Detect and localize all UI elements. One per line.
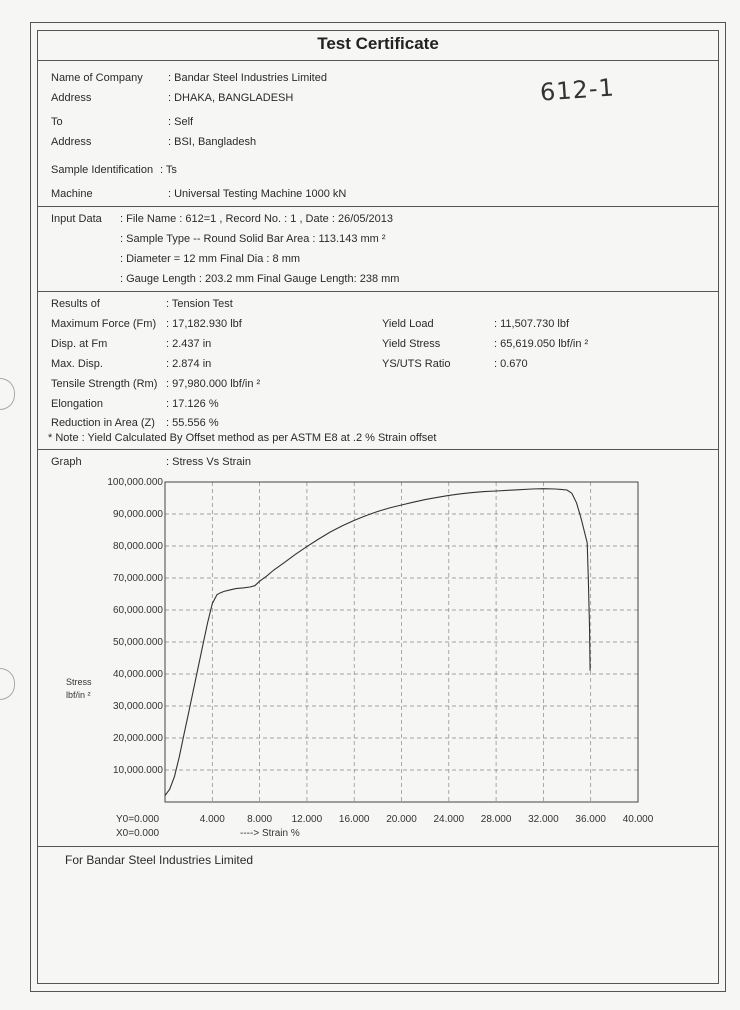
y-tick-label: 80,000.000: [112, 541, 163, 552]
x-tick-label: 12.000: [291, 814, 323, 825]
ratio-label: YS/UTS Ratio: [382, 358, 451, 370]
y-axis-label-line2: lbf/in ²: [66, 690, 91, 700]
x-tick-label: 24.000: [433, 814, 465, 825]
tensile-value: : 97,980.000 lbf/in ²: [166, 378, 261, 390]
machine-value: : Universal Testing Machine 1000 kN: [168, 188, 347, 200]
x-tick-label: 28.000: [480, 814, 512, 825]
yield-load-value: : 11,507.730 lbf: [494, 318, 570, 330]
to-value: : Self: [168, 116, 194, 128]
x-tick-label: 40.000: [622, 814, 654, 825]
x-tick-labels: [200, 814, 654, 825]
elongation-label: Elongation: [51, 398, 103, 410]
x-tick-label: 32.000: [528, 814, 559, 825]
elongation-value: : 17.126 %: [166, 398, 219, 410]
divider: [37, 846, 719, 847]
input-label: Input Data: [51, 213, 102, 225]
y-tick-label: 50,000.000: [112, 637, 163, 648]
divider: [37, 449, 719, 450]
company-label: Name of Company: [51, 72, 143, 84]
y-tick-label: 60,000.000: [112, 605, 163, 616]
yield-stress-value: : 65,619.050 lbf/in ²: [494, 338, 589, 350]
disp-fm-label: Disp. at Fm: [51, 338, 108, 350]
results-label: Results of: [51, 298, 100, 310]
y-tick-label: 70,000.000: [112, 573, 163, 584]
chart-grid: [165, 482, 638, 802]
disp-fm-value: : 2.437 in: [166, 338, 212, 350]
y-tick-label: 10,000.000: [112, 765, 163, 776]
reduction-label: Reduction in Area (Z): [51, 417, 155, 429]
ratio-value: : 0.670: [494, 358, 528, 370]
sample-value: : Ts: [160, 164, 177, 176]
footer-signature-line: For Bandar Steel Industries Limited: [65, 853, 254, 867]
y-tick-label: 20,000.000: [112, 733, 163, 744]
y-tick-label: 30,000.000: [112, 701, 163, 712]
address-value: : DHAKA, BANGLADESH: [168, 92, 294, 104]
address2-label: Address: [51, 136, 92, 148]
max-disp-label: Max. Disp.: [51, 358, 103, 370]
address2-value: : BSI, Bangladesh: [168, 136, 257, 148]
y0-label: Y0=0.000: [116, 814, 160, 825]
x-tick-label: 36.000: [575, 814, 606, 825]
max-disp-value: : 2.874 in: [166, 358, 212, 370]
x-tick-label: 20.000: [386, 814, 417, 825]
y-tick-labels: [107, 477, 163, 776]
x0-label: X0=0.000: [116, 828, 160, 839]
results-value: : Tension Test: [166, 298, 233, 310]
yield-stress-label: Yield Stress: [382, 338, 441, 350]
x-tick-label: 16.000: [338, 814, 370, 825]
yield-load-label: Yield Load: [382, 318, 434, 330]
y-tick-label: 90,000.000: [112, 509, 163, 520]
address-label: Address: [51, 92, 92, 104]
input-line-4: : Gauge Length : 203.2 mm Final Gauge Length: 238 mm: [120, 273, 400, 285]
divider: [37, 60, 719, 61]
x-tick-label: 4.000: [199, 814, 225, 825]
divider: [37, 206, 719, 207]
max-force-label: Maximum Force (Fm): [51, 318, 157, 330]
x-axis-label: ----> Strain %: [240, 828, 300, 839]
yield-note: * Note : Yield Calculated By Offset method as per ASTM E8 at .2 % Strain offset: [48, 432, 437, 444]
stress-strain-chart: [40, 470, 680, 850]
machine-label: Machine: [51, 188, 93, 200]
y-tick-label: 40,000.000: [112, 669, 163, 680]
reduction-value: : 55.556 %: [166, 417, 219, 429]
sample-label: Sample Identification: [51, 164, 154, 176]
x-tick-label: 8.000: [247, 814, 273, 825]
input-line-3: : Diameter = 12 mm Final Dia : 8 mm: [120, 253, 301, 265]
graph-label: Graph: [51, 456, 82, 468]
company-value: : Bandar Steel Industries Limited: [168, 72, 327, 84]
handwritten-sample-number: 612-1: [539, 73, 616, 107]
input-line-1: : File Name : 612=1 , Record No. : 1 , Date : 26/05/2013: [120, 213, 394, 225]
to-label: To: [51, 116, 63, 128]
y-tick-label: 100,000.000: [107, 477, 163, 488]
divider: [37, 291, 719, 292]
input-line-2: : Sample Type -- Round Solid Bar Area : 113.143 mm ²: [120, 233, 386, 245]
y-axis-label-line1: Stress: [66, 677, 92, 687]
tensile-label: Tensile Strength (Rm): [51, 378, 158, 390]
graph-value: : Stress Vs Strain: [166, 456, 251, 468]
max-force-value: : 17,182.930 lbf: [166, 318, 242, 330]
certificate-title: Test Certificate: [317, 34, 439, 53]
